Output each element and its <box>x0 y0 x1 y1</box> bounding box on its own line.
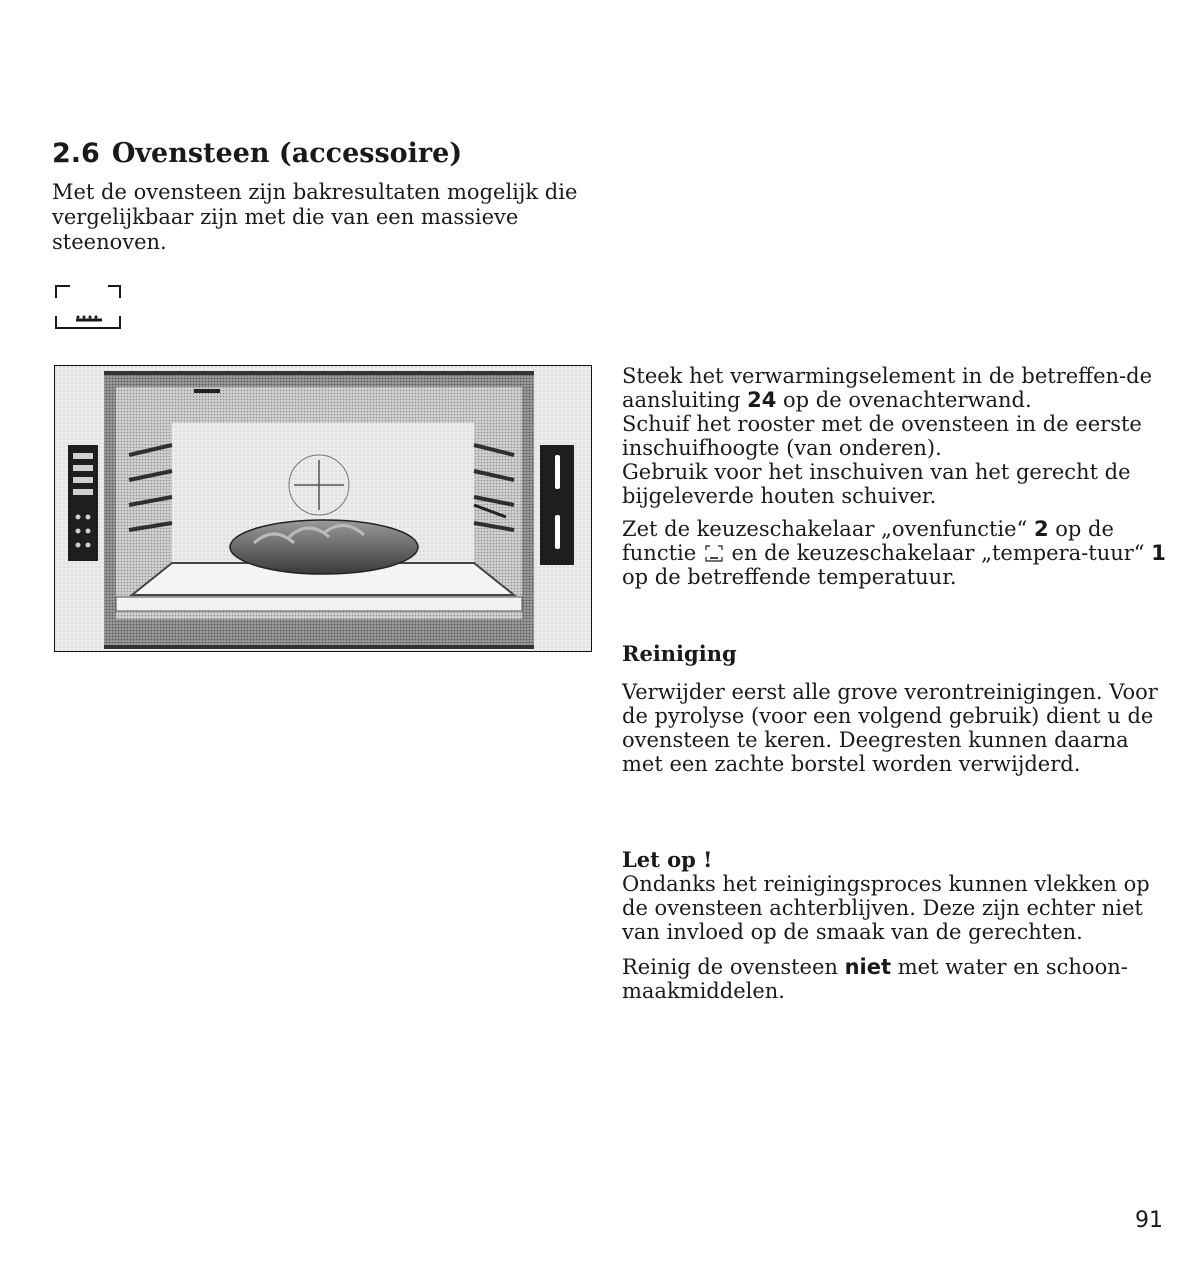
oven-function-inline-icon <box>705 545 723 562</box>
instructions-block <box>622 364 1172 589</box>
oven-with-bread-illustration <box>54 365 592 652</box>
attention-block <box>622 848 1172 1003</box>
instruction-paragraph-3: Gebruik voor het inschuiven van het gerecht de bijgeleverde houten schuiver. <box>622 460 1131 508</box>
instruction-text: op de functie <box>622 517 1114 565</box>
attention-text: met water en schoon-maakmiddelen. <box>622 955 1128 1003</box>
attention-text: Reinig de ovensteen <box>622 955 845 979</box>
instruction-text: op de betreffende temperatuur. <box>622 565 957 589</box>
oven-function-icon <box>54 284 124 330</box>
connector-number: 24 <box>747 388 777 412</box>
instruction-text: op de ovenachterwand. <box>776 388 1032 412</box>
instruction-text: en de keuzeschakelaar „tempera-tuur“ <box>724 541 1152 565</box>
attention-emphasis: niet <box>844 955 892 979</box>
instruction-text: Zet de keuzeschakelaar „ovenfunctie“ <box>622 517 1034 541</box>
instruction-paragraph-2: Schuif het rooster met de ovensteen in de eerste inschuifhoogte (van onderen). <box>622 412 1142 460</box>
section-title-text: Ovensteen (accessoire) <box>111 138 463 169</box>
intro-paragraph: Met de ovensteen zijn bakresultaten mogelijk die vergelijkbaar zijn met die van een massieve steenoven. <box>52 180 578 254</box>
instruction-text: Steek het verwarmingselement in de betreffen-de aansluiting <box>622 364 1153 412</box>
section-title <box>52 138 462 169</box>
instruction-paragraph-4 <box>622 517 1172 589</box>
section-number: 2.6 <box>52 138 100 169</box>
instruction-paragraph-1 <box>622 364 1172 412</box>
switch-number: 1 <box>1151 541 1166 565</box>
cleaning-block <box>622 642 1172 776</box>
attention-paragraph: Ondanks het reinigingsproces kunnen vlekken op de ovensteen achterblijven. Deze zijn echter niet van invloed op de smaak van de gerechten. <box>622 872 1150 944</box>
switch-number: 2 <box>1033 517 1049 541</box>
attention-paragraph-2 <box>622 955 1172 1003</box>
cleaning-heading: Reiniging <box>622 641 737 666</box>
cleaning-paragraph: Verwijder eerst alle grove verontreinigingen. Voor de pyrolyse (voor een volgend gebruik) dient u de ovensteen te keren. Deegresten kunnen daarna met een zachte borstel worden verwijderd. <box>622 680 1158 776</box>
attention-heading: Let op ! <box>622 847 713 872</box>
page-number: 91 <box>1135 1208 1163 1233</box>
